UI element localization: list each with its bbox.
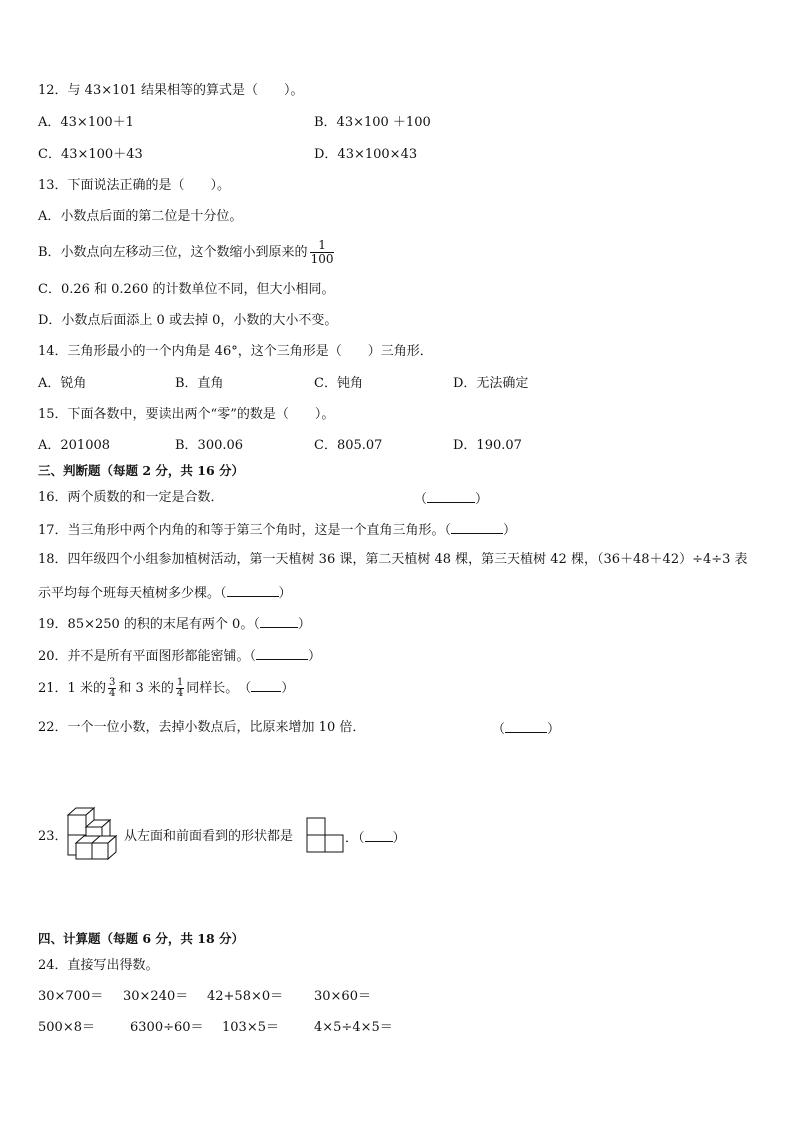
paren-close: ）: [278, 586, 292, 601]
q22-answer-blank[interactable]: [492, 720, 560, 738]
q23-number: 23．: [38, 829, 68, 844]
paren-close: ）: [547, 722, 561, 737]
q23-text: 从左面和前面看到的形状都是: [124, 829, 294, 844]
q24-item: 500×8＝: [38, 1020, 95, 1035]
q24-item: 30×240＝: [123, 989, 189, 1004]
q16-text: 16．两个质数的和一定是合数．: [38, 490, 224, 505]
q14-option-a: A．锐角: [38, 376, 87, 391]
q24-item: 103×5＝: [222, 1020, 279, 1035]
q12-stem: 12．与 43×101 结果相等的算式是（ ）。: [38, 83, 304, 98]
q13-option-a: A．小数点后面的第二位是十分位。: [38, 209, 243, 224]
q13-option-c: C．0.26 和 0.260 的计数单位不同，但大小相同。: [38, 282, 335, 297]
q23-answer-blank[interactable]: [365, 829, 393, 842]
fraction-denominator: 4: [176, 688, 184, 699]
answer-blank[interactable]: [505, 720, 547, 733]
q15-option-a: A．201008: [38, 438, 111, 453]
q18-line-1: 18．四年级四个小组参加植树活动，第一天植树 36 课，第二天植树 48 棵，第三天植树 42 棵，（36＋48＋42）÷4÷3 表: [38, 552, 748, 567]
fraction-three-quarters: [108, 678, 116, 699]
fraction-one-quarter: [176, 678, 184, 699]
q18-text: 示平均每个班每天植树多少棵。（: [38, 586, 227, 601]
q13-stem: 13．下面说法正确的是（ ）。: [38, 178, 231, 193]
q17-text: 17．当三角形中两个内角的和等于第三个角时，这是一个直角三角形。（: [38, 523, 452, 538]
q13-option-d: D．小数点后面添上 0 或去掉 0，小数的大小不变。: [38, 313, 338, 328]
q20-answer-blank[interactable]: [256, 647, 308, 660]
paren-open: （: [414, 492, 428, 507]
q21: [38, 674, 294, 704]
fraction-numerator: 3: [108, 677, 116, 688]
paren-close: ）: [297, 617, 311, 632]
q14-option-d: D．无法确定: [453, 376, 529, 391]
paren-close: ）: [392, 831, 406, 846]
fraction-denominator: 4: [108, 688, 116, 699]
q15-stem: 15．下面各数中，要读出两个“零”的数是（ ）。: [38, 407, 335, 422]
q19-text: 19．85×250 的积的末尾有两个 0。（: [38, 617, 260, 632]
view-shape-figure: [306, 817, 344, 853]
paren-open: （: [492, 722, 506, 737]
q18-line-2: [38, 584, 292, 602]
q12-option-c: C．43×100＋43: [38, 147, 143, 162]
q22-text: 22．一个一位小数，去掉小数点后，比原来增加 10 倍．: [38, 720, 366, 735]
q24-item: 4×5÷4×5＝: [314, 1020, 393, 1035]
q24-item: 6300÷60＝: [130, 1020, 204, 1035]
q17: [38, 521, 516, 539]
fraction-denominator: 100: [310, 252, 334, 266]
q15-option-c: C．805.07: [314, 438, 383, 453]
answer-blank[interactable]: [427, 490, 475, 503]
q21-text-mid: 和 3 米的: [118, 681, 174, 696]
q24-item: 30×60＝: [314, 989, 371, 1004]
q15-option-d: D．190.07: [453, 438, 522, 453]
q21-text-pre: 21．1 米的: [38, 681, 106, 696]
q24-item: 42+58×0＝: [207, 989, 284, 1004]
paren-close: ）: [503, 523, 517, 538]
q15-option-b: B．300.06: [175, 438, 244, 453]
q12-option-b: B．43×100 ＋100: [314, 115, 431, 130]
paren-close: ）: [308, 649, 322, 664]
q21-answer-blank[interactable]: [251, 679, 281, 692]
q14-option-c: C．钝角: [314, 376, 363, 391]
q13-option-b-text: B．小数点向左移动三位，这个数缩小到原来的: [38, 245, 308, 260]
cube-stack-figure: [64, 805, 126, 863]
q14-option-b: B．直角: [175, 376, 224, 391]
paren-close: ）: [281, 681, 295, 696]
q16-answer-blank[interactable]: [414, 490, 488, 508]
q19: [38, 615, 311, 633]
q12-option-d: D．43×100×43: [314, 147, 418, 162]
q20: [38, 647, 321, 665]
q24-item: 30×700＝: [38, 989, 104, 1004]
q18-answer-blank[interactable]: [227, 584, 279, 597]
paren-close: ）: [475, 492, 489, 507]
section-3-title: 三、判断题（每题 2 分，共 16 分）: [38, 463, 245, 478]
q13-option-b: [38, 238, 336, 268]
fraction-numerator: 1: [318, 238, 326, 252]
q14-stem: 14．三角形最小的一个内角是 46°，这个三角形是（ ）三角形．: [38, 344, 433, 359]
fraction-numerator: 1: [176, 677, 184, 688]
fraction-one-hundredth: [310, 239, 335, 266]
q20-text: 20．并不是所有平面图形都能密铺。（: [38, 649, 257, 664]
q21-text-post: 同样长。 （: [186, 681, 252, 696]
q23: [345, 829, 406, 847]
section-4-title: 四、计算题（每题 6 分，共 18 分）: [38, 931, 245, 946]
q23-dot: ．（: [345, 831, 365, 846]
q19-answer-blank[interactable]: [260, 615, 298, 628]
q17-answer-blank[interactable]: [451, 521, 503, 534]
q24-stem: 24．直接写出得数。: [38, 958, 159, 973]
q12-option-a: A．43×100＋1: [38, 115, 134, 130]
